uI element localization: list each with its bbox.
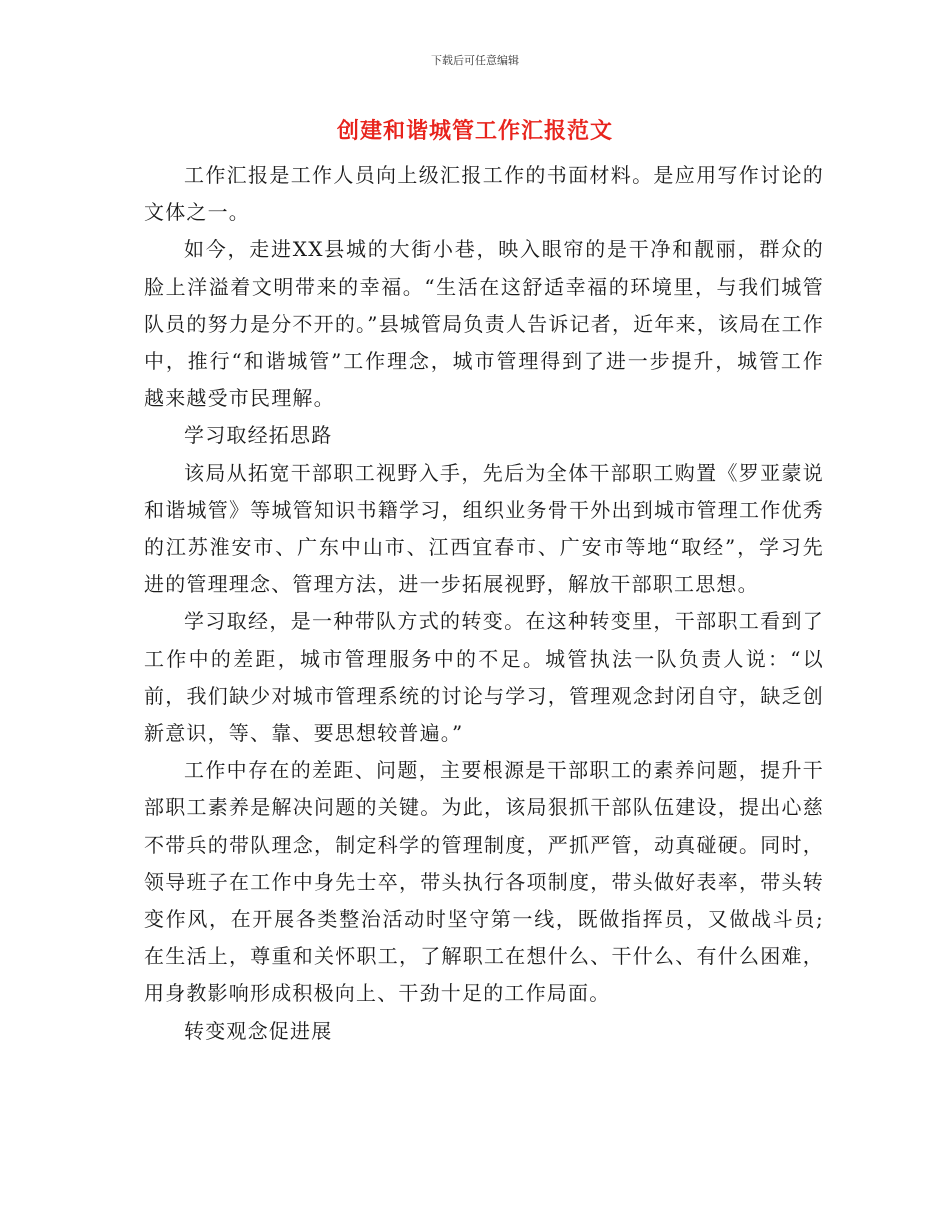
section-heading-concept: 转变观念促进展 xyxy=(184,1018,333,1043)
document-title: 创建和谐城管工作汇报范文 xyxy=(336,119,613,144)
paragraph-intro: 工作汇报是工作人员向上级汇报工作的书面材料。是应用写作讨论的文体之一。 xyxy=(144,163,824,225)
page-header-note: 下载后可任意编辑 xyxy=(431,54,519,67)
paragraph-learning-1: 该局从拓宽干部职工视野入手，先后为全体干部职工购置《罗亚蒙说和谐城管》等城管知识书籍学习，组织业务骨干外出到城市管理工作优秀的江苏淮安市、广东中山市、江西宜春市、广安市等地“取经”，学习先进的管理理念、管理方法，进一步拓展视野，解放干部职工思想。 xyxy=(144,460,824,597)
paragraph-learning-3: 工作中存在的差距、问题，主要根源是干部职工的素养问题，提升干部职工素养是解决问题的关键。为此，该局狠抓干部队伍建设，提出心慈不带兵的带队理念，制定科学的管理制度，严抓严管，动真碰硬。同时，领导班子在工作中身先士卒，带头执行各项制度，带头做好表率，带头转变作风，在开展各类整治活动时坚守第一线，既做指挥员，又做战斗员;在生活上，尊重和关怀职工，了解职工在想什么、干什么、有什么困难，用身教影响形成积极向上、干劲十足的工作局面。 xyxy=(144,758,824,1006)
section-heading-learning: 学习取经拓思路 xyxy=(184,423,333,448)
paragraph-learning-2: 学习取经，是一种带队方式的转变。在这种转变里，干部职工看到了工作中的差距，城市管理服务中的不足。城管执法一队负责人说：“以前，我们缺少对城市管理系统的讨论与学习，管理观念封闭自守，缺乏创新意识，等、靠、要思想较普遍。” xyxy=(144,609,824,746)
paragraph-overview: 如今，走进XX县城的大街小巷，映入眼帘的是干净和靓丽，群众的脸上洋溢着文明带来的幸福。“生活在这舒适幸福的环境里，与我们城管队员的努力是分不开的。”县城管局负责人告诉记者，近年来，该局在工作中，推行“和谐城管”工作理念，城市管理得到了进一步提升，城管工作越来越受市民理解。 xyxy=(144,237,824,411)
document-body xyxy=(144,157,824,1050)
